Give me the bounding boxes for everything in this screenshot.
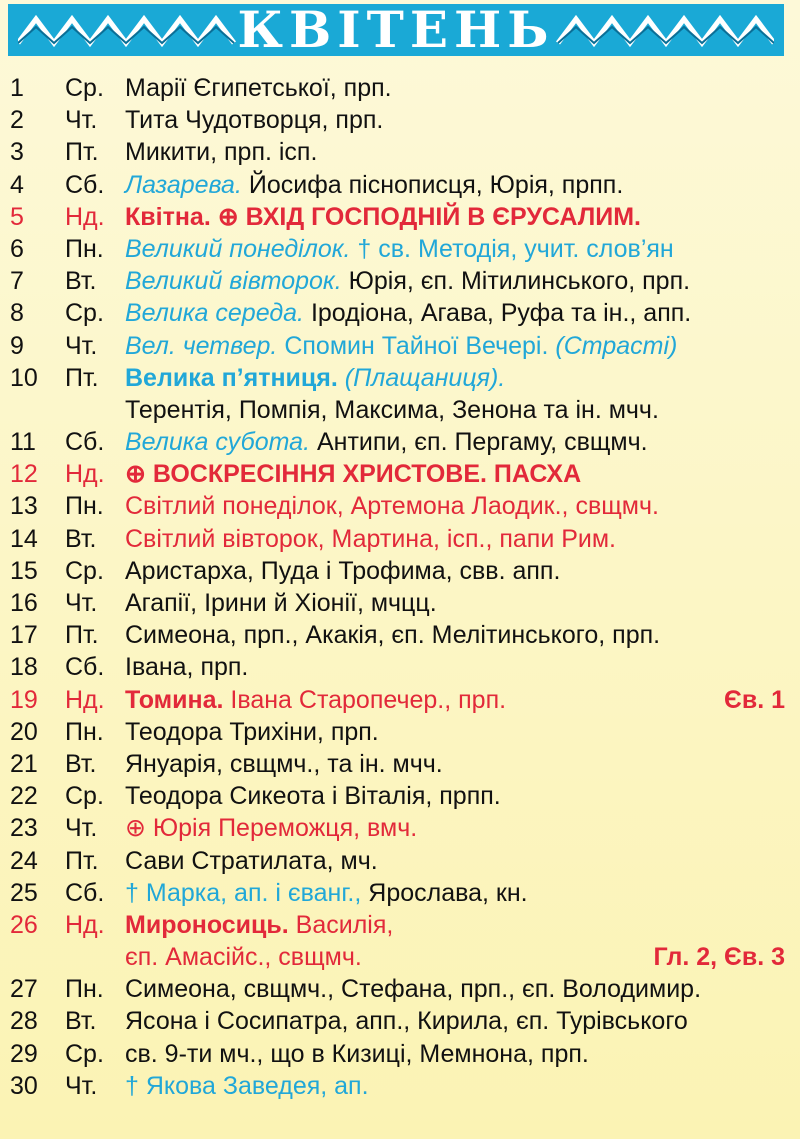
day-number: 20 [10, 717, 38, 746]
text-segment: Симеона, свщмч., Стефана, прп., єп. Володимир. [125, 975, 702, 1004]
day-number: 28 [10, 1007, 38, 1036]
saint-text [125, 812, 785, 844]
calendar-row [10, 490, 785, 522]
text-segment: Марії Єгипетської, прп. [125, 74, 392, 102]
text-segment: Аристарха, Пуда і Трофима, свв. апп. [125, 556, 561, 585]
day-number: 3 [10, 138, 24, 167]
day-number: 9 [10, 331, 24, 360]
text-segment: † св. Методія, учит. слов’ян [350, 234, 674, 263]
text-segment: Симеона, прп., Акакія, єп. Мелітинського, прп. [125, 621, 661, 650]
text-segment: єп. Амасійс., свщмч. [125, 943, 362, 972]
day-of-week: Сб. [65, 653, 105, 682]
calendar-row [10, 555, 785, 587]
day-number: 7 [10, 267, 24, 296]
day-of-week: Ср. [65, 556, 104, 585]
day-number: 12 [10, 460, 38, 489]
calendar-row [10, 1005, 785, 1037]
page-title: КВІТЕНЬ [237, 0, 555, 59]
saint-text [125, 362, 785, 394]
saint-text [125, 909, 785, 941]
day-of-week: Нд. [65, 202, 105, 231]
day-number: 1 [10, 74, 24, 102]
calendar-row [10, 1038, 785, 1070]
calendar-row [10, 845, 785, 877]
day-of-week: Вт. [65, 749, 97, 778]
calendar-row [10, 941, 785, 973]
day-of-week: Ср. [65, 299, 104, 328]
saint-text [125, 297, 785, 329]
calendar-row [10, 169, 785, 201]
day-number: 16 [10, 589, 38, 617]
text-segment: Йосифа піснописця, Юрія, прпп. [241, 170, 624, 199]
calendar-row [10, 812, 785, 844]
saint-text [125, 684, 785, 716]
saint-text [125, 426, 785, 458]
calendar-row [10, 748, 785, 780]
calendar-row [10, 297, 785, 329]
text-segment: Квітна. ⊕ ВХІД ГОСПОДНІЙ В ЄРУСАЛИМ. [125, 202, 641, 231]
day-of-week: Пн. [65, 975, 104, 1004]
day-of-week: Ср. [65, 782, 104, 811]
saint-text [125, 716, 785, 748]
day-of-week: Чт. [65, 814, 98, 843]
saint-text [125, 72, 785, 104]
calendar-row [10, 523, 785, 555]
text-segment: † Марка, ап. і єванг., [125, 878, 362, 907]
calendar-row [10, 973, 785, 1005]
day-number: 19 [10, 685, 38, 714]
text-segment: Микити, прп. ісп. [125, 138, 318, 167]
text-segment: Тита Чудотворця, прп. [125, 106, 384, 135]
day-of-week: Пн. [65, 492, 104, 521]
text-segment: Великий понеділок. [125, 234, 351, 263]
calendar-row [10, 362, 785, 394]
text-segment: (Плащаниця). [337, 363, 506, 392]
text-segment: Януарія, свщмч., та ін. мчч. [125, 749, 443, 778]
day-of-week: Сб. [65, 878, 105, 907]
saint-text [125, 201, 785, 233]
text-segment: Велика середа. [125, 299, 305, 328]
day-of-week: Ср. [65, 74, 104, 102]
calendar-list [10, 72, 785, 1102]
day-number: 25 [10, 878, 38, 907]
day-of-week: Чт. [65, 106, 98, 135]
calendar-row [10, 587, 785, 619]
saint-text [125, 1070, 785, 1102]
calendar-row [10, 684, 785, 716]
calendar-row [10, 201, 785, 233]
day-number: 17 [10, 621, 38, 650]
text-segment: Івана, прп. [125, 653, 249, 682]
calendar-row [10, 909, 785, 941]
text-segment: Спомин Тайної Вечері. [277, 331, 556, 360]
calendar-row [10, 716, 785, 748]
calendar-row [10, 104, 785, 136]
day-number: 24 [10, 846, 38, 875]
day-of-week: Нд. [65, 685, 105, 714]
calendar-row [10, 233, 785, 265]
saint-text [125, 555, 785, 587]
day-number: 21 [10, 749, 38, 778]
calendar-row [10, 265, 785, 297]
saint-text [125, 619, 785, 651]
day-of-week: Ср. [65, 1039, 104, 1068]
day-number: 4 [10, 170, 24, 199]
day-of-week: Нд. [65, 460, 105, 489]
day-number: 26 [10, 910, 38, 939]
gospel-note: Гл. 2, Єв. 3 [653, 943, 785, 972]
day-number: 23 [10, 814, 38, 843]
day-of-week: Пн. [65, 234, 104, 263]
saint-text [125, 136, 785, 168]
text-segment: Вел. четвер. [125, 331, 278, 360]
saint-text [125, 104, 785, 136]
calendar-row [10, 780, 785, 812]
saint-text [125, 651, 785, 683]
day-of-week: Пт. [65, 138, 99, 167]
day-of-week: Чт. [65, 1071, 98, 1100]
day-of-week: Пт. [65, 621, 99, 650]
day-of-week: Сб. [65, 428, 105, 457]
calendar-row [10, 877, 785, 909]
day-number: 13 [10, 492, 38, 521]
calendar-row [10, 458, 785, 490]
text-segment: Сави Стратилата, мч. [125, 846, 378, 875]
text-segment: Ярослава, кн. [361, 878, 528, 907]
saint-text [125, 523, 785, 555]
text-segment: Велика субота. [125, 428, 311, 457]
saint-text [125, 780, 785, 812]
saint-text [125, 265, 785, 297]
calendar-row [10, 136, 785, 168]
day-number: 11 [10, 428, 36, 457]
day-number: 29 [10, 1039, 38, 1068]
text-segment: Велика п’ятниця. [125, 363, 338, 392]
saint-text [125, 458, 785, 490]
calendar-row [10, 651, 785, 683]
saint-text [125, 587, 785, 619]
day-number: 18 [10, 653, 38, 682]
text-segment: Лазарева. [125, 170, 242, 199]
day-number: 14 [10, 524, 38, 553]
day-number: 15 [10, 556, 38, 585]
calendar-row [10, 330, 785, 362]
day-of-week: Сб. [65, 170, 105, 199]
text-segment: † Якова Заведея, ап. [125, 1071, 369, 1100]
calendar-row [10, 1070, 785, 1102]
text-segment: Терентія, Помпія, Максима, Зенона та ін. мчч. [125, 395, 659, 424]
saint-text [125, 1038, 785, 1070]
day-of-week: Пн. [65, 717, 104, 746]
day-number: 27 [10, 975, 38, 1004]
saint-text [125, 845, 785, 877]
calendar-row [10, 72, 785, 104]
text-segment: Василія, [288, 910, 394, 939]
text-segment: (Страсті) [555, 331, 678, 360]
text-segment: Юрія, єп. Мітилинського, прп. [341, 267, 691, 296]
text-segment: Теодора Трихіни, прп. [125, 717, 379, 746]
text-segment: Іродіона, Агава, Руфа та ін., апп. [304, 299, 692, 328]
saint-text [125, 1005, 785, 1037]
saint-text [125, 394, 785, 426]
text-segment: Агапії, Ірини й Хіонії, мчцц. [125, 589, 437, 617]
ornament-pattern-left [18, 13, 238, 47]
saint-text [125, 233, 785, 265]
text-segment: Івана Старопечер., прп. [223, 685, 507, 714]
saint-text [125, 490, 785, 522]
day-number: 30 [10, 1071, 38, 1100]
day-of-week: Вт. [65, 267, 97, 296]
saint-text [125, 877, 785, 909]
text-segment: Антипи, єп. Пергаму, свщмч. [310, 428, 648, 457]
day-of-week: Пт. [65, 363, 99, 392]
month-header [8, 0, 784, 59]
gospel-note: Єв. 1 [724, 685, 785, 714]
ornament-pattern-right [554, 13, 774, 47]
text-segment: Світлий понеділок, Артемона Лаодик., свщмч. [125, 492, 659, 521]
text-segment: ⊕ ВОСКРЕСІННЯ ХРИСТОВЕ. ПАСХА [125, 460, 582, 489]
text-segment: Великий вівторок. [125, 267, 342, 296]
day-of-week: Нд. [65, 910, 105, 939]
text-segment: св. 9-ти мч., що в Кизиці, Мемнона, прп. [125, 1039, 589, 1068]
day-number: 22 [10, 782, 38, 811]
text-segment: Мироносиць. [125, 910, 289, 939]
saint-text [125, 973, 785, 1005]
day-of-week: Чт. [65, 331, 98, 360]
saint-text [125, 330, 785, 362]
text-segment: Теодора Сикеота і Віталія, прпп. [125, 782, 501, 811]
saint-text [125, 748, 785, 780]
calendar-row [10, 394, 785, 426]
day-of-week: Вт. [65, 524, 97, 553]
day-number: 5 [10, 202, 24, 231]
text-segment: Світлий вівторок, Мартина, ісп., папи Рим. [125, 524, 617, 553]
day-number: 6 [10, 234, 24, 263]
saint-text [125, 169, 785, 201]
text-segment: Ясона і Сосипатра, апп., Кирила, єп. Турівського [125, 1007, 688, 1036]
text-segment: Томина. [125, 685, 224, 714]
day-of-week: Чт. [65, 589, 98, 617]
day-number: 8 [10, 299, 24, 328]
calendar-row [10, 619, 785, 651]
day-of-week: Вт. [65, 1007, 97, 1036]
day-number: 10 [10, 363, 38, 392]
day-of-week: Пт. [65, 846, 99, 875]
text-segment: ⊕ Юрія Переможця, вмч. [125, 814, 418, 843]
calendar-row [10, 426, 785, 458]
day-number: 2 [10, 106, 24, 135]
